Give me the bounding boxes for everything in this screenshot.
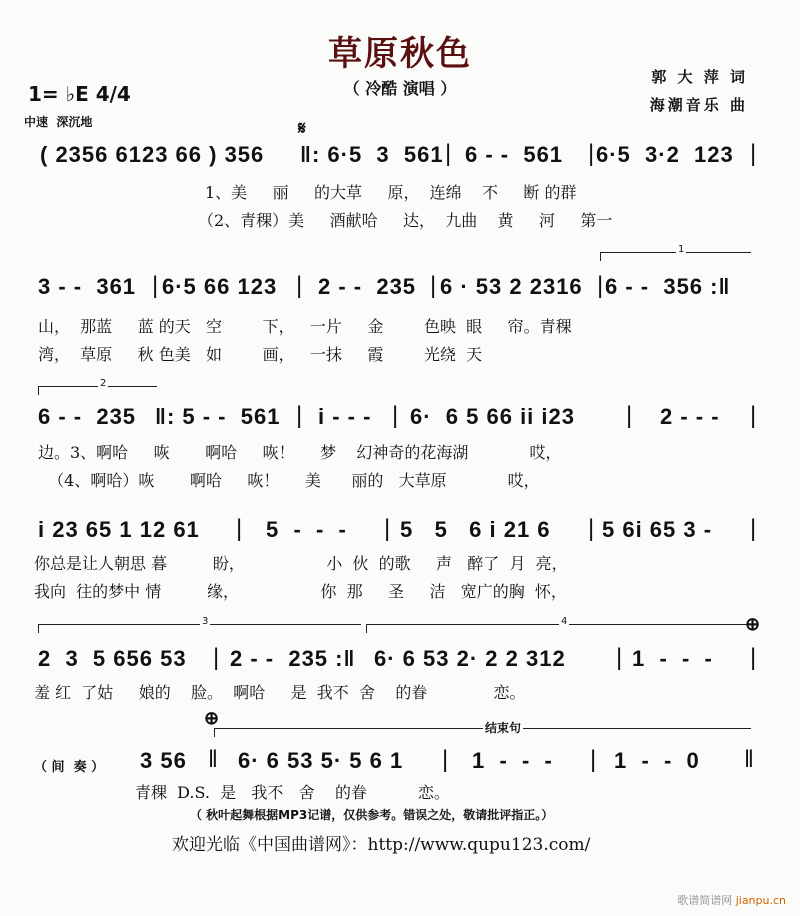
barline: |	[597, 272, 604, 299]
bar: ( 2356 6123 66 ) 356	[40, 142, 265, 167]
segno-icon: 𝄋	[298, 118, 307, 138]
barline: |	[445, 140, 452, 167]
volta-1: 1	[600, 252, 751, 261]
bar: 6· 6 5 66 ii i23	[410, 404, 575, 429]
barline: |	[384, 515, 391, 542]
barline: ‖	[744, 746, 754, 773]
bar: ‖: 5 - - 561	[155, 404, 281, 429]
barline: |	[588, 140, 595, 167]
barline: |	[442, 746, 449, 773]
interlude-label: （ 间 奏 ）	[34, 760, 105, 775]
barline: |	[750, 140, 757, 167]
tempo-marking: 中速 深沉地	[24, 115, 93, 129]
lyric-line: 边。3、啊哈 咴 啊哈 咴！ 梦 幻神奇的花海湖 哎，	[38, 443, 562, 462]
barline: |	[750, 515, 757, 542]
bar: 6·5 66 123	[162, 274, 278, 299]
barline: |	[750, 402, 757, 429]
barline: |	[392, 402, 399, 429]
lyricist: 郭 大 萍 词	[651, 68, 748, 86]
barline: |	[626, 402, 633, 429]
bar: 1 - - -	[632, 646, 713, 671]
watermark: 歌谱简谱网 jianpu.cn	[677, 894, 786, 907]
barline: |	[152, 272, 159, 299]
ending-bracket: 结束句	[214, 728, 751, 737]
barline: |	[750, 644, 757, 671]
volta-4: 4	[366, 624, 751, 633]
bar: 2 - - 235	[318, 274, 417, 299]
barline: |	[588, 515, 595, 542]
bar: 5 6i 65 3 -	[602, 517, 713, 542]
bar: 6·5 3·2 123	[596, 142, 734, 167]
bar: 2 3 5 656 53	[38, 646, 187, 671]
bar: 5 - - -	[266, 517, 347, 542]
bar: 6· 6 53 2· 2 2 312	[374, 646, 566, 671]
transcription-note: （ 秋叶起舞根据MP3记谱，仅供参考。错误之处，敬请批评指正。）	[190, 808, 554, 822]
bar: 5 5 6 i 21 6	[400, 517, 551, 542]
bar: 6 - - 561	[465, 142, 564, 167]
bar: 1 - - -	[472, 748, 553, 773]
barline: |	[616, 644, 623, 671]
barline: |	[430, 272, 437, 299]
bar: 6· 6 53 5· 5 6 1	[238, 748, 404, 773]
barline: ‖	[208, 746, 218, 773]
coda-icon: ⊕	[745, 614, 762, 634]
bar: 2 - - -	[660, 404, 720, 429]
bar: 1 - - 0	[614, 748, 700, 773]
bar: 2 - - 235 :‖	[230, 646, 356, 671]
key-signature: 1= ♭E 4/4	[28, 82, 131, 106]
bar: 6 - - 356 :‖	[605, 274, 731, 299]
lyric-line: 青稞 D.S. 是 我不 舍 的眷 恋。	[135, 783, 450, 802]
lyric-line: 山， 那蓝 蓝 的天 空 下， 一片 金 色映 眼 帘。青稞	[38, 317, 572, 336]
barline: |	[296, 272, 303, 299]
composer: 海潮音乐 曲	[649, 96, 748, 114]
lyric-line: （2、青稞）美 酒献哈 达， 九曲 黄 河 第一	[198, 211, 613, 230]
bar: 6 - - 235	[38, 404, 137, 429]
site-link[interactable]: 欢迎光临《中国曲谱网》：http://www.qupu123.com/	[172, 835, 591, 855]
bar: i - - -	[318, 404, 372, 429]
lyric-line: 1、美 丽 的大草 原， 连绵 不 断 的群	[205, 183, 577, 202]
bar: 6 · 53 2 2316	[440, 274, 583, 299]
bar: 3 56	[140, 748, 187, 773]
bar: 3 - - 361	[38, 274, 137, 299]
barline: |	[213, 644, 220, 671]
lyric-line: 羞 红 了姑 娘的 脸。 啊哈 是 我不 舍 的眷 恋。	[34, 683, 526, 702]
volta-3: 3	[38, 624, 361, 633]
bar: i 23 65 1 12 61	[38, 517, 200, 542]
lyric-line: （4、啊哈）咴 啊哈 咴！ 美 丽的 大草原 哎，	[38, 471, 540, 490]
barline: |	[236, 515, 243, 542]
lyric-line: 你总是让人朝思 暮 盼， 小 伙 的歌 声 醉了 月 亮，	[34, 554, 568, 573]
performer: （ 冷酷 演唱 ）	[343, 79, 457, 98]
barline: |	[590, 746, 597, 773]
barline: |	[296, 402, 303, 429]
lyric-line: 我向 往的梦中 情 缘， 你 那 圣 洁 宽广的胸 怀，	[34, 582, 567, 601]
bar: ‖: 6·5 3 561	[300, 142, 444, 167]
lyric-line: 湾， 草原 秋 色美 如 画， 一抹 霞 光绕 天	[38, 345, 483, 364]
coda-icon: ⊕	[204, 708, 221, 728]
song-title: 草原秋色	[328, 34, 472, 74]
volta-2: 2	[38, 386, 157, 395]
